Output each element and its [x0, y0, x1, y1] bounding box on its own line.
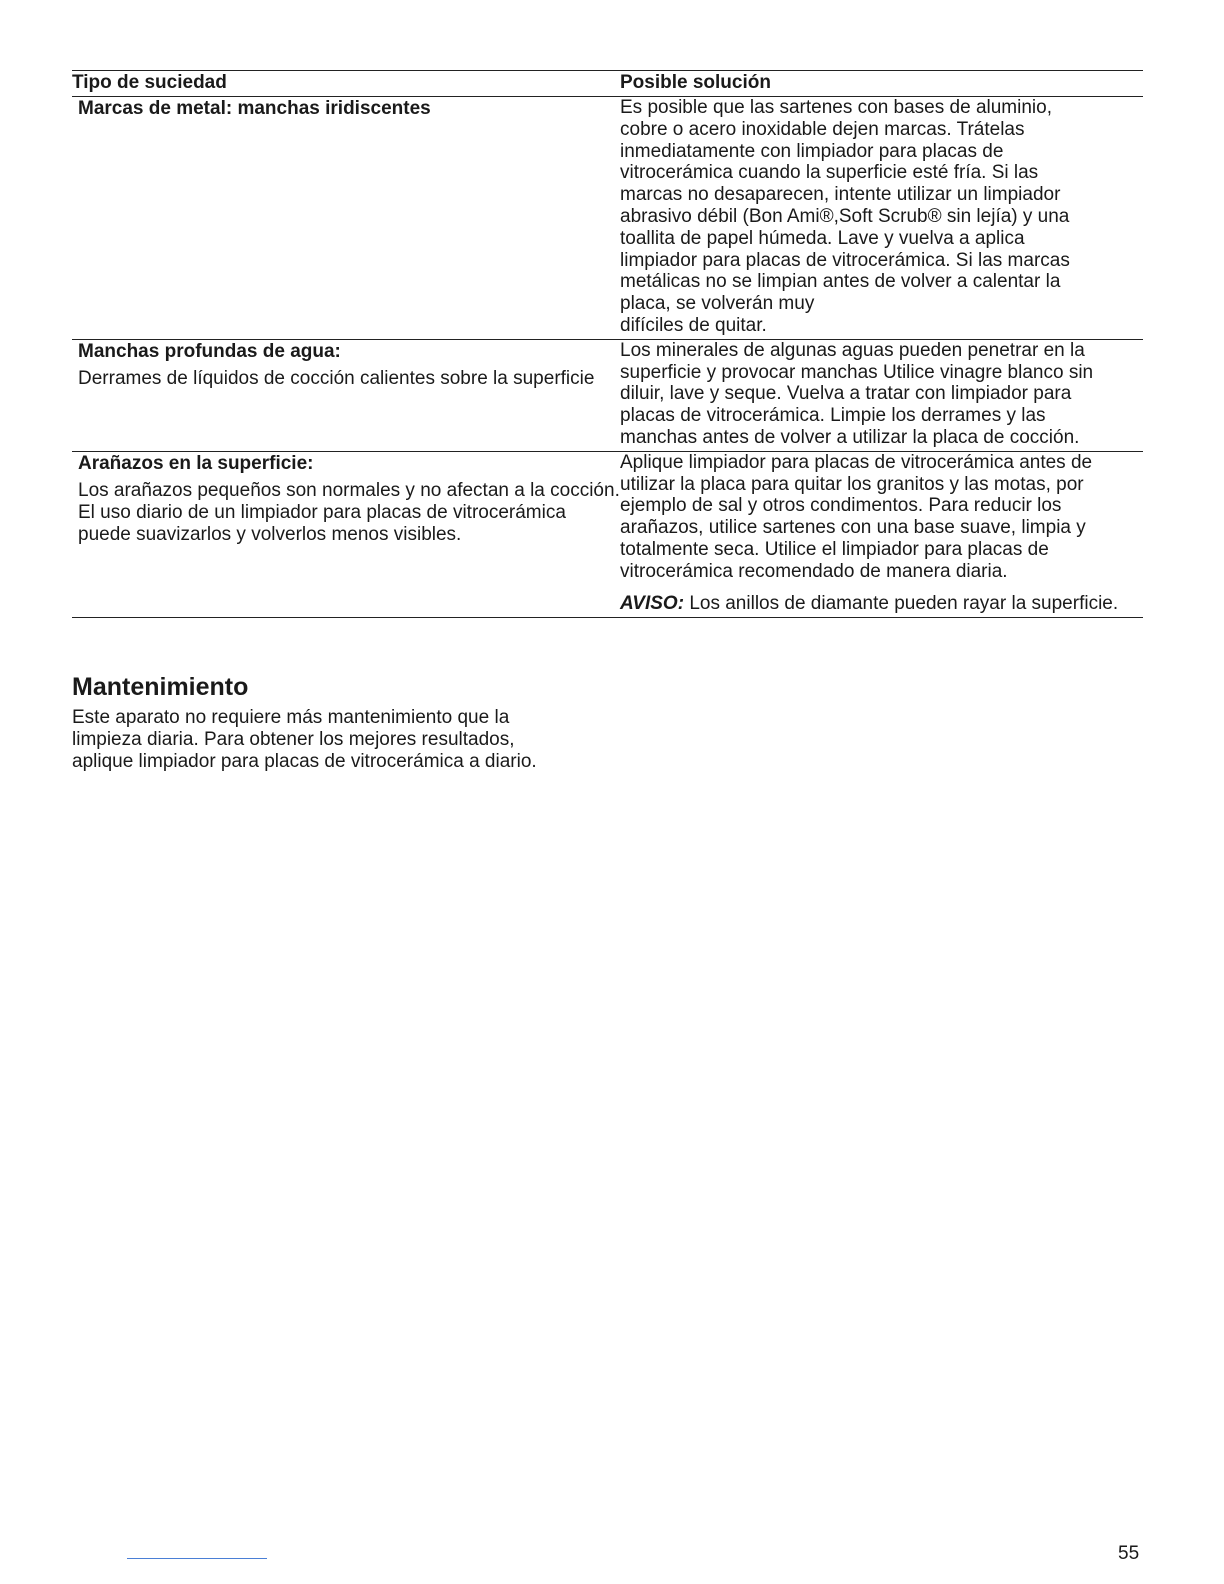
warning-text: Los anillos de diamante pueden rayar la superficie.: [689, 592, 1119, 614]
warning-note: [620, 593, 1143, 618]
soil-type-cell: [72, 452, 620, 618]
header-soil-type: Tipo de suciedad: [72, 72, 227, 93]
solution-cell: [620, 340, 1143, 451]
soil-type-cell: [72, 97, 620, 339]
page-number: 55: [1118, 1543, 1140, 1564]
table-row: [72, 452, 1143, 619]
warning-label: AVISO:: [620, 592, 685, 614]
section-body: Este aparato no requiere más mantenimiento que la limpieza diaria. Para obtener los mejores resultados, aplique limpiador para placas de vitrocerámica a diario.: [72, 707, 537, 772]
table-row: [72, 340, 1143, 452]
solution-cell: [620, 97, 1143, 339]
section-title: Mantenimiento: [72, 673, 249, 701]
soil-type-title: Marcas de metal: manchas iridiscentes: [78, 98, 431, 119]
solution-text: Los minerales de algunas aguas pueden penetrar en la superficie y provocar manchas Utilice vinagre blanco sin diluir, lave y seque. Vuelva a tratar con limpiador para placas de vitrocerámica. Limpie los derrames y las manchas antes de volver a utilizar la placa de cocción.: [620, 339, 1094, 448]
soil-type-title: Arañazos en la superficie:: [78, 452, 314, 474]
cleaning-table: [72, 70, 1143, 618]
solution-text: Es posible que las sartenes con bases de aluminio, cobre o acero inoxidable dejen marcas. Trátelas inmediatamente con limpiador para placas de vitrocerámica cuando la superficie esté fría. Si las marcas no desaparecen, intente utilizar un limpiador abrasivo débil (Bon Ami®,Soft Scrub® sin lejía) y una toallita de papel húmeda. Lave y vuelva a aplica limpiador para placas de vitrocerámica. Si las marcas metálicas no se limpian antes de volver a calentar la placa, se volverán muy difíciles de quitar.: [620, 97, 1070, 336]
header-solution: Posible solución: [620, 72, 771, 93]
soil-type-cell: [72, 340, 620, 451]
soil-type-title: Manchas profundas de agua:: [78, 340, 341, 362]
solution-cell: [620, 452, 1143, 618]
soil-type-description: Derrames de líquidos de cocción calientes sobre la superficie: [78, 367, 595, 389]
table-header-row: [72, 71, 1143, 97]
table-row: [72, 97, 1143, 340]
solution-text: Aplique limpiador para placas de vitrocerámica antes de utilizar la placa para quitar los granitos y las motas, por ejemplo de sal y otros condimentos. Para reducir los arañazos, utilice sartenes con una base suave, limpia y totalmente seca. Utilice el limpiador para placas de vitrocerámica recomendado de manera diaria.: [620, 451, 1093, 582]
footer-divider: [127, 1558, 267, 1559]
soil-type-description: Los arañazos pequeños son normales y no afectan a la cocción. El uso diario de un limpiador para placas de vitrocerámica puede suavizarlos y volverlos menos visibles.: [78, 479, 620, 545]
